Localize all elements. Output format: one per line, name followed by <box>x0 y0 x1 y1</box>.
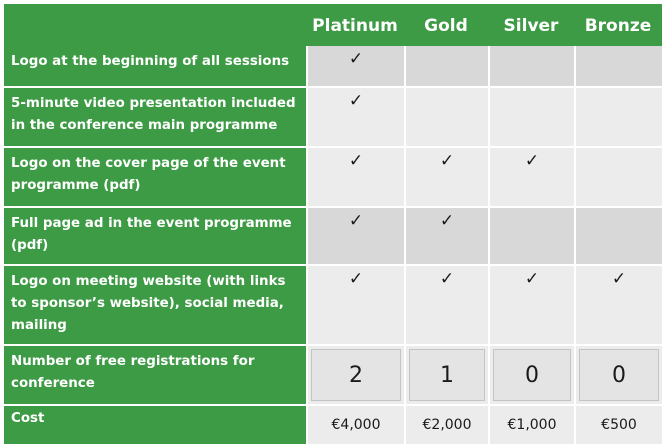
table-cell <box>404 406 488 444</box>
checkmark-icon: ✓ <box>524 151 540 171</box>
table-cell <box>404 46 488 86</box>
table-cell <box>488 208 574 264</box>
table-cell <box>574 88 662 146</box>
checkmark-icon: ✓ <box>348 91 364 111</box>
table-cell <box>404 148 488 206</box>
checkmark-icon: ✓ <box>524 269 540 289</box>
table-row <box>4 266 662 344</box>
table-cell <box>306 406 404 444</box>
table-cell <box>306 148 404 206</box>
table-cell <box>574 406 662 444</box>
table-cell <box>574 46 662 86</box>
table-cell <box>574 346 662 404</box>
registrations-value: 1 <box>440 362 454 388</box>
table-cell <box>404 208 488 264</box>
row-label: Cost <box>4 406 306 444</box>
cost-value: €1,000 <box>507 417 557 433</box>
column-header-gold: Gold <box>424 16 468 36</box>
table-cell <box>574 266 662 344</box>
table-cell <box>306 208 404 264</box>
table-cell <box>404 266 488 344</box>
registrations-value: 2 <box>349 362 363 388</box>
table-cell <box>488 346 574 404</box>
registrations-value: 0 <box>612 362 626 388</box>
table-cell <box>488 406 574 444</box>
checkmark-icon: ✓ <box>348 49 364 69</box>
cost-value: €500 <box>601 417 637 433</box>
checkmark-icon: ✓ <box>348 211 364 231</box>
table-cell <box>488 88 574 146</box>
column-header-platinum: Platinum <box>312 16 398 36</box>
column-header-silver: Silver <box>503 16 559 36</box>
checkmark-icon: ✓ <box>439 211 455 231</box>
checkmark-icon: ✓ <box>348 269 364 289</box>
table-row <box>4 148 662 206</box>
row-label: 5-minute video presentation included in the conference main programme <box>4 88 306 146</box>
table-cell <box>488 148 574 206</box>
table-cell <box>306 88 404 146</box>
row-label: Logo on meeting website (with links to sponsor’s website), social media, mailing <box>4 266 306 344</box>
table-cell <box>574 208 662 264</box>
table-cell <box>574 148 662 206</box>
sponsorship-table <box>4 4 662 444</box>
checkmark-icon: ✓ <box>439 151 455 171</box>
column-header-bronze: Bronze <box>584 16 652 36</box>
cost-value: €2,000 <box>422 417 472 433</box>
table-cell <box>306 46 404 86</box>
checkmark-icon: ✓ <box>348 151 364 171</box>
registrations-value: 0 <box>525 362 539 388</box>
table-cell <box>488 46 574 86</box>
table-cell <box>404 88 488 146</box>
table-cell <box>306 346 404 404</box>
checkmark-icon: ✓ <box>439 269 455 289</box>
table-row <box>4 88 662 146</box>
registrations-row <box>4 346 662 404</box>
checkmark-icon: ✓ <box>611 269 627 289</box>
row-label: Number of free registrations for conference <box>4 346 306 404</box>
table-row <box>4 46 662 86</box>
row-label: Logo on the cover page of the event programme (pdf) <box>4 148 306 206</box>
cost-row <box>4 406 662 444</box>
table-cell <box>488 266 574 344</box>
table-cell <box>306 266 404 344</box>
table-cell <box>404 346 488 404</box>
row-label: Full page ad in the event programme (pdf) <box>4 208 306 264</box>
cost-value: €4,000 <box>331 417 381 433</box>
header-row <box>4 4 662 46</box>
table-row <box>4 208 662 264</box>
row-label: Logo at the beginning of all sessions <box>4 46 306 86</box>
